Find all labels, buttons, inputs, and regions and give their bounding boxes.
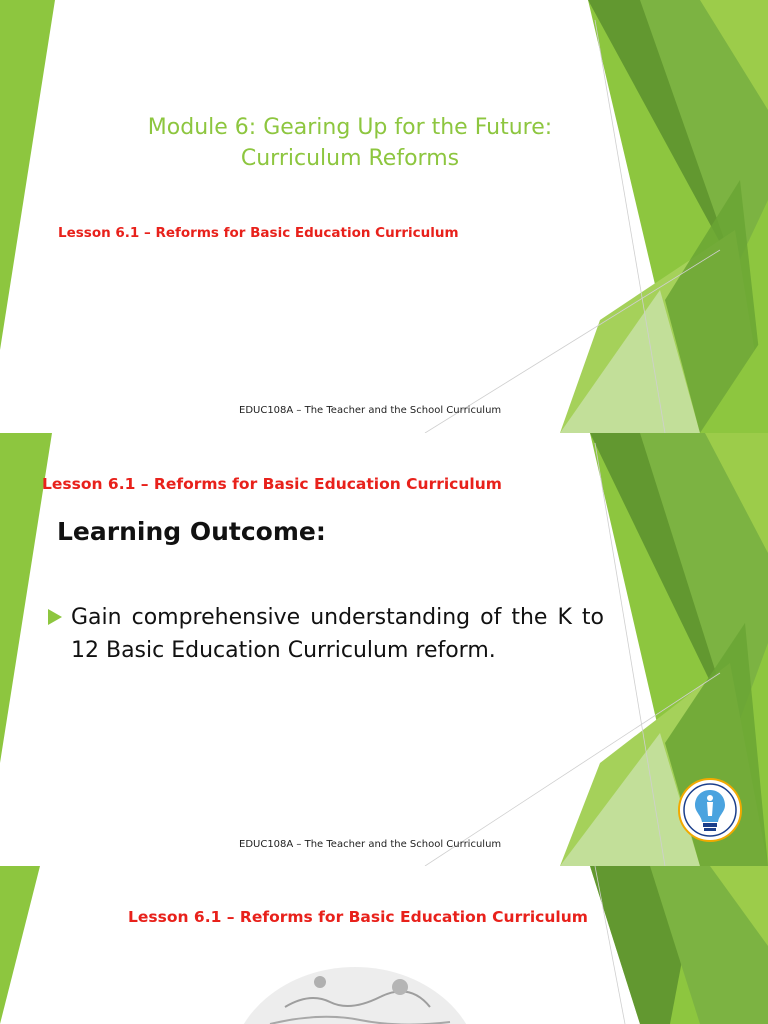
green-facets-decoration xyxy=(0,0,768,433)
learning-outcome-heading: Learning Outcome: xyxy=(57,517,326,546)
slide-1 xyxy=(0,0,768,433)
module-title-line-2: Curriculum Reforms xyxy=(240,146,460,171)
lesson-title: Lesson 6.1 – Reforms for Basic Education Curriculum xyxy=(58,225,459,241)
slide-2 xyxy=(0,433,768,866)
module-title xyxy=(80,112,620,174)
triangle-bullet-icon xyxy=(48,609,62,625)
bullet-text: Gain comprehensive understanding of the K to 12 Basic Education Curriculum reform. xyxy=(71,605,604,663)
module-title-line-1: Module 6: Gearing Up for the Future: xyxy=(147,115,553,140)
globe-image xyxy=(230,952,480,1024)
slide-footer: EDUC108A – The Teacher and the School Curriculum xyxy=(239,405,502,416)
lesson-title: Lesson 6.1 – Reforms for Basic Education Curriculum xyxy=(128,908,588,926)
slide-footer: EDUC108A – The Teacher and the School Curriculum xyxy=(239,839,502,850)
slide-3 xyxy=(0,866,768,1024)
lightbulb-logo-icon xyxy=(678,778,742,842)
bullet-item xyxy=(48,601,604,667)
lesson-title: Lesson 6.1 – Reforms for Basic Education Curriculum xyxy=(42,475,502,493)
